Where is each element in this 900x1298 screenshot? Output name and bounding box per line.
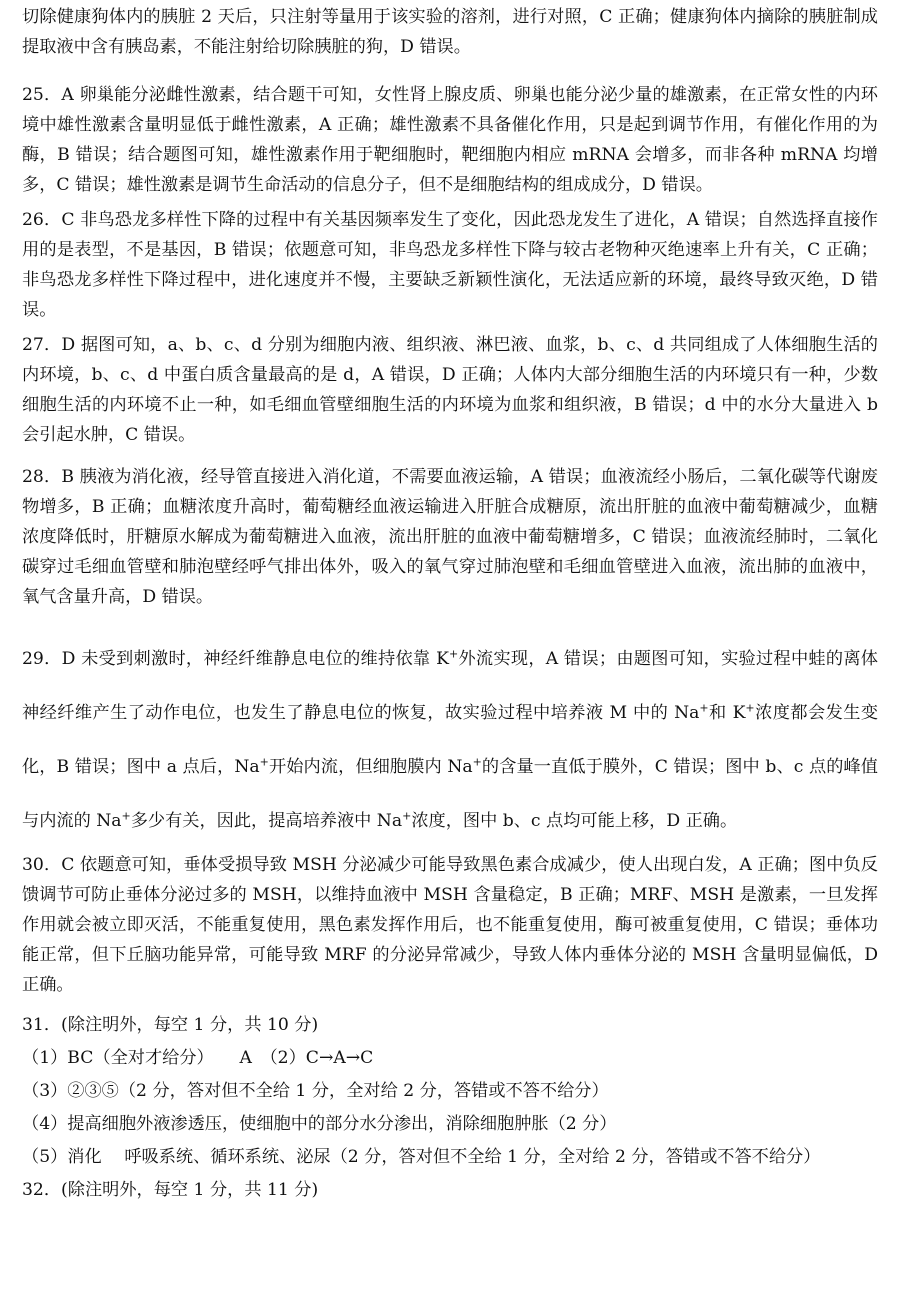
answer-29-part-e: 开始内流，但细胞膜内 Na [268, 757, 473, 777]
answer-31-item-5: （5）消化 呼吸系统、循环系统、泌尿（2 分，答对但不全给 1 分，全对给 2 分，答错或不答不给分） [22, 1147, 821, 1167]
answer-29-part-h: 浓度，图中 b、c 点均可能上移，D 正确。 [411, 811, 738, 831]
answer-29-part-f: 的含量一直低于膜外，C 错误；图中 b、c 点的峰值与内流的 Na [22, 757, 878, 831]
answer-29-part-b: 外流实现，A 错误；由题图可知，实验过程中蛙的离体神经纤维产生了动作电位，也发生了静息电位的恢复，故实验过程中培养液 M 中的 Na [22, 649, 878, 723]
answer-26: 26．C 非鸟恐龙多样性下降的过程中有关基因频率发生了变化，因此恐龙发生了进化，A 错误；自然选择直接作用的是表型，不是基因，B 错误；依题意可知，非鸟恐龙多样性下降与较古老物种灭绝速率上升有关，C 正确；非鸟恐龙多样性下降过程中，进化速度并不慢，主要缺乏新颖性演化，无法适应新的环境，最终导致灭绝，D 错误。 [22, 210, 878, 320]
superscript-plus: + [121, 809, 131, 823]
superscript-plus: + [745, 701, 755, 715]
answer-29-part-c: 和 K [708, 703, 746, 723]
superscript-plus: + [402, 809, 412, 823]
answer-32-heading: 32．(除注明外，每空 1 分，共 11 分) [22, 1180, 319, 1200]
answer-29-part-g: 多少有关，因此，提高培养液中 Na [130, 811, 403, 831]
answer-29 [22, 632, 878, 848]
superscript-plus: + [699, 701, 709, 715]
answer-31-item-1-2: （1）BC（全对才给分） A （2）C→A→C [22, 1048, 374, 1068]
answer-31-item-4: （4）提高细胞外液渗透压，使细胞中的部分水分渗出，消除细胞肿胀（2 分） [22, 1114, 617, 1134]
answer-29-part-a: 29．D 未受到刺激时，神经纤维静息电位的维持依靠 K [22, 649, 449, 669]
answer-28: 28．B 胰液为消化液，经导管直接进入消化道，不需要血液运输，A 错误；血液流经小肠后，二氧化碳等代谢废物增多，B 正确；血糖浓度升高时，葡萄糖经血液运输进入肝脏合成糖原，流出肝脏的血液中葡萄糖减少，血糖浓度降低时，肝糖原水解成为葡萄糖进入血液，流出肝脏的血液中葡萄糖增多，C 错误；血液流经肺时，二氧化碳穿过毛细血管壁和肺泡壁经呼气排出体外，吸入的氧气穿过肺泡壁和毛细血管壁进入血液，流出肺的血液中，氧气含量升高，D 错误。 [22, 467, 878, 607]
answer-30: 30．C 依题意可知，垂体受损导致 MSH 分泌减少可能导致黑色素合成减少，使人出现白发，A 正确；图中负反馈调节可防止垂体分泌过多的 MSH，以维持血液中 MSH 含量稳定，B 正确；MRF、MSH 是激素，一旦发挥作用就会被立即灭活，不能重复使用，黑色素发挥作用后，也不能重复使用，酶可被重复使用，C 错误；垂体功能正常，但下丘脑功能异常，可能导致 MRF 的分泌异常减少，导致人体内垂体分泌的 MSH 含量明显偏低，D 正确。 [22, 855, 878, 995]
answer-29-part-d: 浓度都会发生变化，B 错误；图中 a 点后，Na [22, 703, 879, 777]
answer-31-heading: 31．(除注明外，每空 1 分，共 10 分) [22, 1015, 319, 1035]
superscript-plus: + [448, 647, 459, 661]
answer-25: 25．A 卵巢能分泌雌性激素，结合题干可知，女性肾上腺皮质、卵巢也能分泌少量的雄激素，在正常女性的内环境中雄性激素含量明显低于雌性激素，A 正确；雄性激素不具备催化作用，只是起到调节作用，有催化作用的为酶，B 错误；结合题图可知，雄性激素作用于靶细胞时，靶细胞内相应 mRNA 会增多，而非各种 mRNA 均增多，C 错误；雄性激素是调节生命活动的信息分子，但不是细胞结构的组成成分，D 错误。 [22, 85, 878, 195]
answer-24-continued: 切除健康狗体内的胰脏 2 天后，只注射等量用于该实验的溶剂，进行对照，C 正确；健康狗体内摘除的胰脏制成提取液中含有胰岛素，不能注射给切除胰脏的狗，D 错误。 [22, 7, 878, 57]
answer-31-item-3: （3）②③⑤（2 分，答对但不全给 1 分，全对给 2 分，答错或不答不给分） [22, 1081, 609, 1101]
superscript-plus: + [472, 755, 482, 769]
answer-27: 27．D 据图可知，a、b、c、d 分别为细胞内液、组织液、淋巴液、血浆，b、c、d 共同组成了人体细胞生活的内环境，b、c、d 中蛋白质含量最高的是 d，A 错误，D 正确；人体内大部分细胞生活的内环境只有一种，少数细胞生活的内环境不止一种，如毛细血管壁细胞生活的内环境为血浆和组织液，B 错误；d 中的水分大量进入 b 会引起水肿，C 错误。 [22, 335, 878, 445]
superscript-plus: + [259, 755, 269, 769]
